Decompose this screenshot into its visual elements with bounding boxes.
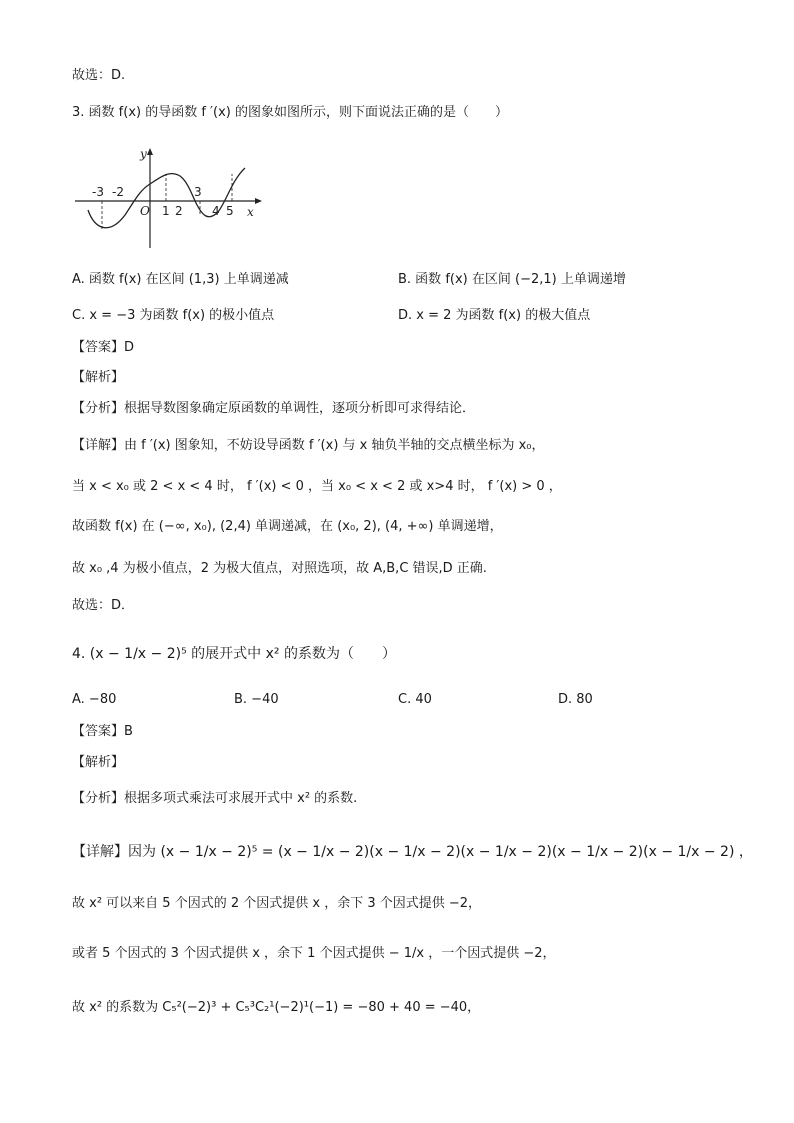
tick-1: 1 <box>162 204 170 218</box>
q4-detail-line-3: 或者 5 个因式的 3 个因式提供 x ，余下 1 个因式提供 − 1/x ，一个因式提供 −2， <box>72 946 556 961</box>
derivative-graph <box>70 140 270 255</box>
q3-detail-line-2: 当 x < x₀ 或 2 < x < 4 时， f ′(x) < 0 ，当 x₀ < x < 2 或 x>4 时， f ′(x) > 0 ， <box>72 479 562 494</box>
q4-answer: 【答案】B <box>72 724 133 739</box>
q3-option-a: A. 函数 f(x) 在区间 (1,3) 上单调递减 <box>72 272 289 287</box>
q3-detail-line-3: 故函数 f(x) 在 (−∞, x₀), (2,4) 单调递减，在 (x₀, 2), (4, +∞) 单调递增， <box>72 519 503 534</box>
q4-detail-line-4: 故 x² 的系数为 C₅²(−2)³ + C₅³C₂¹(−2)¹(−1) = −80 + 40 = −40， <box>72 1000 481 1015</box>
q3-conclusion: 故选：D． <box>72 598 135 613</box>
q3-analysis: 【分析】根据导数图象确定原函数的单调性，逐项分析即可求得结论． <box>72 401 476 416</box>
q4-analysis: 【分析】根据多项式乘法可求展开式中 x² 的系数. <box>72 791 358 806</box>
question-3: 3. 函数 f(x) 的导函数 f ′(x) 的图象如图所示，则下面说法正确的是（ ） <box>72 105 508 120</box>
q3-detail-line-4: 故 x₀ ,4 为极小值点，2 为极大值点，对照选项，故 A,B,C 错误,D 正确. <box>72 561 487 576</box>
x-label: x <box>247 205 254 219</box>
q4-detail-line-2: 故 x² 可以来自 5 个因式的 2 个因式提供 x ，余下 3 个因式提供 −2， <box>72 896 482 911</box>
q3-option-c: C. x = −3 为函数 f(x) 的极小值点 <box>72 308 275 323</box>
tick-2: 2 <box>175 204 183 218</box>
x-axis-arrow <box>255 198 262 204</box>
origin-label: O <box>140 204 150 218</box>
q4-option-c: C. 40 <box>398 692 432 707</box>
q3-answer: 【答案】D <box>72 340 135 355</box>
q4-option-a: A. −80 <box>72 692 117 707</box>
q4-option-b: B. −40 <box>234 692 279 707</box>
q3-option-d: D. x = 2 为函数 f(x) 的极大值点 <box>398 308 591 323</box>
q3-detail: 【详解】由 f ′(x) 图象知，不妨设导函数 f ′(x) 与 x 轴负半轴的交点横坐标为 x₀， <box>72 438 545 453</box>
q4-analysis-heading: 【解析】 <box>72 755 125 770</box>
tick-4: 4 <box>212 204 220 218</box>
tick-5: 5 <box>226 204 234 218</box>
tick-minus2: -2 <box>112 185 124 199</box>
q3-analysis-heading: 【解析】 <box>72 370 125 385</box>
q3-option-b: B. 函数 f(x) 在区间 (−2,1) 上单调递增 <box>398 272 626 287</box>
q4-option-d: D. 80 <box>558 692 593 707</box>
line-prev-answer: 故选：D. <box>72 68 126 83</box>
tick-3: 3 <box>194 185 202 199</box>
y-axis-arrow <box>147 148 153 155</box>
tick-minus3: -3 <box>92 185 104 199</box>
question-4: 4. (x − 1/x − 2)⁵ 的展开式中 x² 的系数为（ ） <box>72 646 396 662</box>
q4-detail: 【详解】因为 (x − 1/x − 2)⁵ = (x − 1/x − 2)(x − 1/x − 2)(x − 1/x − 2)(x − 1/x − 2)(x − 1/x − 2) ， <box>72 844 753 860</box>
y-label: y <box>140 147 147 161</box>
